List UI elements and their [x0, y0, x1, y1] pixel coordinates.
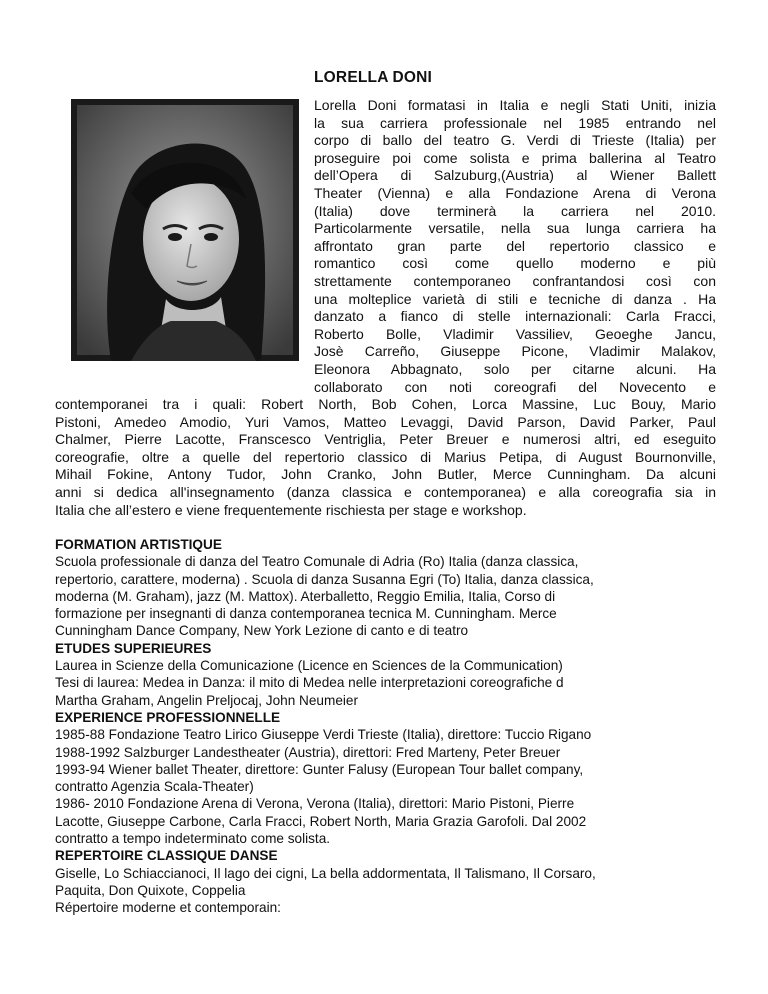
- section-line: Laurea in Scienze della Comunicazione (Licence en Sciences de la Communication): [55, 658, 563, 674]
- section-heading-etudes: ETUDES SUPERIEURES: [55, 640, 212, 656]
- section-line: Giselle, Lo Schiaccianoci, Il lago dei cigni, La bella addormentata, Il Talismano, Il Corsaro,: [55, 865, 596, 881]
- bio-line: Chalmer, Pierre Lacotte, Franscesco Ventriglia, Peter Breuer e numerosi altri, ed eseguito: [55, 431, 716, 448]
- section-line: moderna (M. Graham), jazz (M. Mattox). Aterballetto, Reggio Emilia, Italia, Corso di: [55, 588, 556, 604]
- section-line: Martha Graham, Angelin Preljocaj, John Neumeier: [55, 692, 358, 708]
- bio-line: strettamente contemporaneo confrantandosi così con: [314, 272, 716, 289]
- section-heading-experience: EXPERIENCE PROFESSIONNELLE: [55, 709, 281, 725]
- bio-line: contemporanei tra i quali: Robert North, Bob Cohen, Lorca Massine, Luc Bouy, Mario: [55, 396, 716, 413]
- cv-sections: [55, 536, 735, 917]
- bio-line: Particolarmente versatile, nella sua lunga carriera ha: [314, 220, 716, 237]
- bio-line: collaborato con noti coreografi del Novecento e: [314, 378, 716, 395]
- bio-line: Josè Carreño, Giuseppe Picone, Vladimir Malakov,: [314, 343, 716, 360]
- bio-line: anni si dedica all'insegnamento (danza classica e contemporanea) e alla coreografia sia in: [55, 484, 716, 501]
- section-heading-repertoire: REPERTOIRE CLASSIQUE DANSE: [55, 848, 278, 864]
- bio-line: dell’Opera di Salzuburg,(Austria) al Wiener Ballett: [314, 167, 716, 184]
- section-line: repertorio, carattere, moderna) . Scuola di danza Susanna Egri (To) Italia, danza classica,: [55, 571, 594, 587]
- section-line: 1985-88 Fondazione Teatro Lirico Giuseppe Verdi Trieste (Italia), direttore: Tuccio Rigano: [55, 727, 592, 743]
- bio-line: affrontato gran parte del repertorio classico e: [314, 237, 716, 254]
- section-line: 1988-1992 Salzburger Landestheater (Austria), direttori: Fred Marteny, Peter Breuer: [55, 744, 561, 760]
- section-line: Paquita, Don Quixote, Coppelia: [55, 882, 246, 898]
- bio-line: Pistoni, Amedeo Amodio, Yuri Vamos, Matteo Levaggi, David Parson, David Parker, Paul: [55, 413, 716, 430]
- section-line: Tesi di laurea: Medea in Danza: il mito di Medea nelle interpretazioni coreografiche d: [55, 675, 564, 691]
- bio-line: Roberto Bolle, Vladimir Vassiliev, Geoeghe Jancu,: [314, 325, 716, 342]
- biography-text: [55, 97, 716, 519]
- section-line: Scuola professionale di danza del Teatro Comunale di Adria (Ro) Italia (danza classica,: [55, 554, 579, 570]
- bio-line: romantico così come quello moderno e più: [314, 255, 716, 272]
- section-line: Lacotte, Giuseppe Carbone, Carla Fracci, Robert North, Maria Grazia Garofoli. Dal 2002: [55, 813, 587, 829]
- bio-line: corpo di ballo del teatro G. Verdi di Trieste (Italia) per: [314, 132, 716, 149]
- section-line: formazione per insegnanti di danza contemporanea tecnica M. Cunningham. Merce: [55, 606, 557, 622]
- bio-line: Mihail Fokine, Antony Tudor, John Cranko, John Butler, Merce Cunningham. Da alcuni: [55, 466, 716, 483]
- bio-line: danzato a fianco di stelle internazionali: Carla Fracci,: [314, 308, 716, 325]
- bio-line: coreografie, oltre a quelle del repertorio classico di Marius Petipa, di August Bournonville,: [55, 448, 716, 465]
- section-line: Cunningham Dance Company, New York Lezione di canto e di teatro: [55, 623, 469, 639]
- page-title: LORELLA DONI: [314, 69, 433, 86]
- bio-line: una molteplice varietà di stili e tecniche di danza . Ha: [314, 290, 716, 307]
- section-line: 1993-94 Wiener ballet Theater, direttore: Gunter Falusy (European Tour ballet company,: [55, 761, 584, 777]
- section-line: contratto Agenzia Scala-Theater): [55, 779, 254, 795]
- section-line: Répertoire moderne et contemporain:: [55, 900, 281, 916]
- bio-line: Theater (Vienna) e alla Fondazione Arena di Verona: [314, 184, 716, 201]
- section-heading-formation: FORMATION ARTISTIQUE: [55, 537, 222, 552]
- bio-line: la sua carriera professionale nel 1985 entrando nel: [314, 114, 716, 131]
- bio-line: proseguire poi come solista e prima ballerina al Teatro: [314, 149, 716, 166]
- bio-line: Lorella Doni formatasi in Italia e negli Stati Uniti, inizia: [314, 97, 716, 113]
- section-line: contratto a tempo indeterminato come solista.: [55, 831, 331, 847]
- bio-line: Italia che all’estero e viene frequentemente rischiesta per stage e workshop.: [55, 501, 527, 518]
- bio-line: (Italia) dove terminerà la carriera nel 2010.: [314, 202, 716, 219]
- section-line: 1986- 2010 Fondazione Arena di Verona, Verona (Italia), direttori: Mario Pistoni, Pierre: [55, 796, 575, 812]
- bio-line: Eleonora Abbagnato, solo per citarne alcuni. Ha: [314, 360, 716, 377]
